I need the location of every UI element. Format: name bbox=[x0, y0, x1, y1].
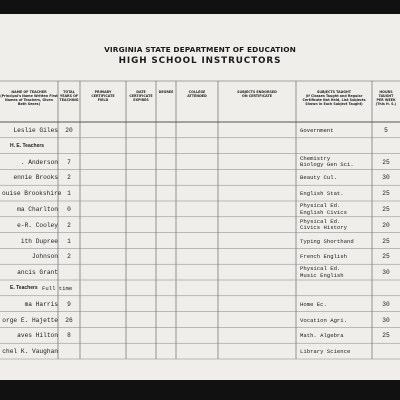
years-of-teaching: 2 bbox=[67, 174, 71, 182]
subject-taught-line2: Music English bbox=[300, 271, 344, 279]
subject-taught: French English bbox=[300, 253, 347, 261]
hours-per-week: 5 bbox=[384, 127, 388, 134]
subject-taught: Physical Ed. bbox=[300, 217, 341, 225]
hours-per-week: 30 bbox=[382, 316, 390, 324]
years-of-teaching: 20 bbox=[65, 127, 73, 134]
subject-taught: Home Ec. bbox=[300, 300, 327, 308]
subject-taught: Vocation Agri. bbox=[300, 316, 347, 324]
teacher-name: . Anderson bbox=[20, 158, 58, 166]
years-of-teaching: 26 bbox=[65, 316, 73, 324]
subject-taught: Math. Algebra bbox=[300, 332, 344, 340]
years-of-teaching: 1 bbox=[67, 190, 71, 198]
section-note: Full time bbox=[42, 284, 73, 292]
teacher-name: ancis Grant bbox=[17, 269, 58, 277]
subject-taught: Library Science bbox=[300, 348, 351, 356]
teacher-name: ouise Brookshire bbox=[2, 190, 62, 198]
subject-taught: Beauty Cul. bbox=[300, 174, 337, 182]
hours-per-week: 25 bbox=[382, 158, 390, 166]
hours-per-week: 20 bbox=[382, 221, 390, 229]
subject-taught: English Stat. bbox=[300, 190, 344, 198]
subject-taught: Physical Ed. bbox=[300, 265, 341, 273]
teacher-name: orge E. Hajette bbox=[2, 316, 58, 324]
form-title: HIGH SCHOOL INSTRUCTORS bbox=[118, 56, 282, 66]
section-heading: E. Teachers bbox=[10, 285, 38, 291]
section-heading: H. E. Teachers bbox=[10, 142, 45, 149]
department-heading: VIRGINIA STATE DEPARTMENT OF EDUCATION bbox=[104, 45, 296, 54]
teacher-name: ma Charlton bbox=[17, 206, 58, 213]
subject-taught: Chemistry bbox=[300, 154, 331, 162]
years-of-teaching: 8 bbox=[67, 332, 71, 340]
hours-per-week: 30 bbox=[382, 174, 390, 182]
hours-per-week: 30 bbox=[382, 300, 390, 308]
teacher-name: e-R. Cooley bbox=[17, 221, 58, 229]
years-of-teaching: 9 bbox=[67, 300, 71, 308]
hours-per-week: 25 bbox=[382, 332, 390, 340]
hours-per-week: 25 bbox=[382, 253, 390, 261]
subject-taught-line2: Civics History bbox=[300, 224, 347, 232]
subject-taught-line2: English Civics bbox=[300, 208, 347, 216]
teacher-name: Leslie Giles bbox=[13, 127, 58, 134]
years-of-teaching: 1 bbox=[67, 237, 71, 245]
years-of-teaching: 2 bbox=[67, 221, 71, 229]
column-header-years: TOTAL YEARS OF TEACHING bbox=[59, 90, 79, 102]
years-of-teaching: 2 bbox=[67, 253, 71, 261]
hours-per-week: 25 bbox=[382, 237, 390, 245]
column-header-hours: HOURS TAUGHT PER WEEK (This H. S.) bbox=[375, 90, 397, 106]
teacher-name: ennie Brooks bbox=[13, 174, 58, 182]
hours-per-week: 25 bbox=[382, 190, 390, 198]
column-header-college: COLLEGE ATTENDED bbox=[187, 90, 207, 98]
teacher-name: ma Harris bbox=[24, 300, 58, 308]
hours-per-week: 25 bbox=[382, 206, 390, 213]
document-sheet bbox=[0, 14, 400, 380]
subject-taught: Physical Ed. bbox=[300, 202, 341, 209]
column-header-name: NAME OF TEACHER (Principal's Name Written First Names of Teachers, Given Both Sexes) bbox=[0, 90, 58, 106]
subject-taught: Government bbox=[300, 127, 334, 134]
hours-per-week: 30 bbox=[382, 269, 390, 277]
teacher-name: chel K. Vaughan bbox=[2, 348, 58, 356]
column-header-degree: DEGREE bbox=[158, 90, 174, 94]
years-of-teaching: 0 bbox=[67, 206, 71, 213]
teacher-name: ith Dupree bbox=[20, 237, 58, 245]
column-header-certificate-expires: DATE CERTIFICATE EXPIRES bbox=[129, 90, 153, 102]
column-header-subjects-taught: SUBJECTS TAUGHT (If Classes Taught and Regular Certificate Not Held, List Subjects Shown in Each Subject Taught) bbox=[302, 90, 366, 106]
column-header-certificate-field: PRIMARY CERTIFICATE FIELD bbox=[91, 90, 115, 102]
years-of-teaching: 7 bbox=[67, 158, 71, 166]
subject-taught: Typing Shorthand bbox=[300, 237, 354, 245]
subject-taught-line2: Biology Gen Sci. bbox=[300, 161, 354, 169]
column-header-subjects-endorsed: SUBJECTS ENDORSED ON CERTIFICATE bbox=[237, 90, 277, 98]
teacher-name: Johnson bbox=[32, 253, 58, 261]
teacher-name: aves Hilton bbox=[17, 332, 58, 340]
